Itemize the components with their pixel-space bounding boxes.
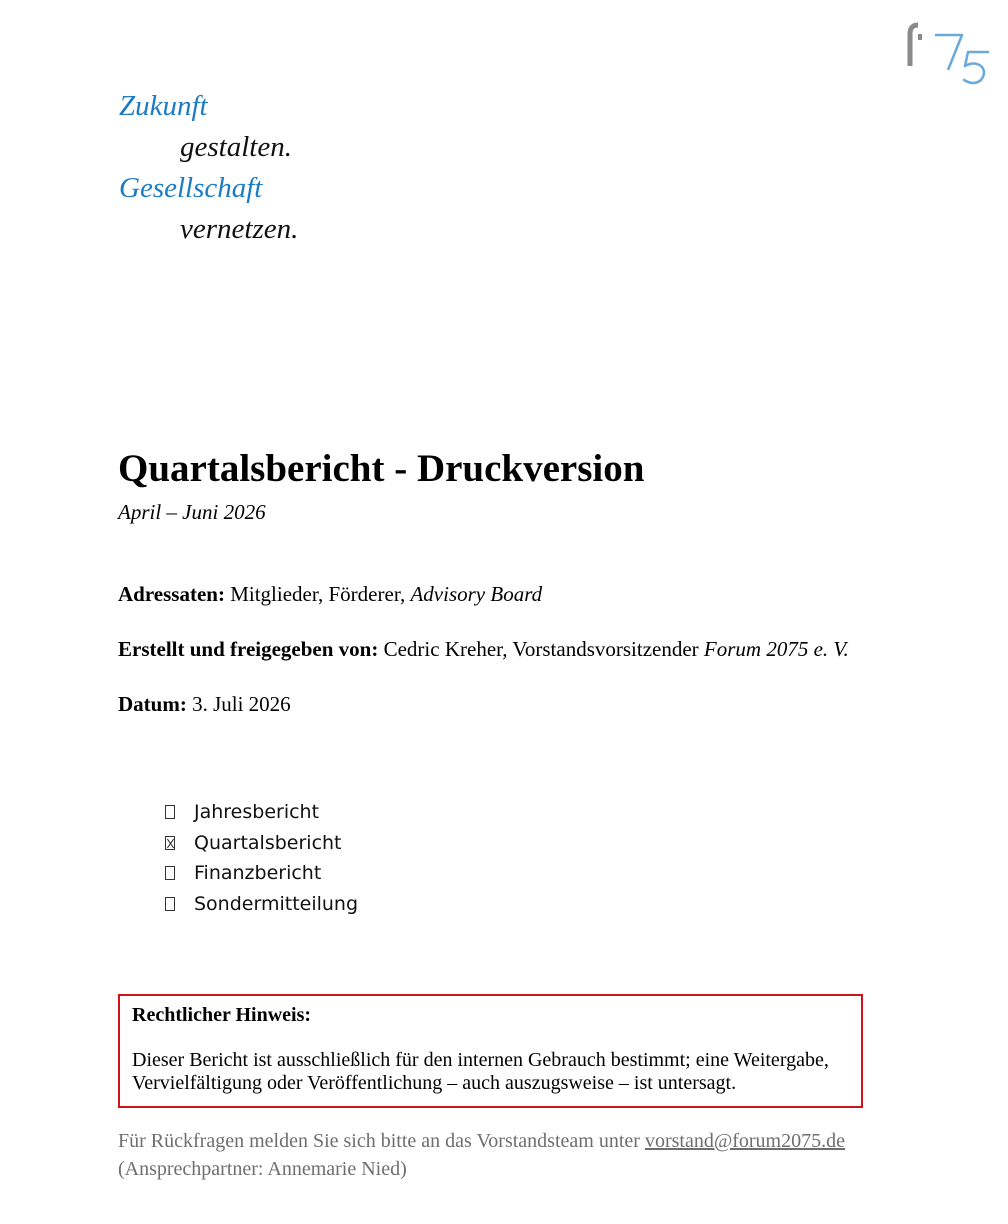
document-title: Quartalsbericht - Druckversion — [118, 447, 645, 490]
author-text: Cedric Kreher, Vorstandsvorsitzender — [383, 637, 699, 661]
author-line — [118, 636, 849, 662]
addressees-line — [118, 581, 542, 607]
report-type-checklist — [164, 797, 358, 919]
tagline-line-2: gestalten. — [180, 131, 292, 163]
footer-text: Für Rückfragen melden Sie sich bitte an das Vorstandsteam unter — [118, 1130, 640, 1152]
report-type-label: Quartalsbericht — [194, 831, 342, 854]
addressees-italic: Advisory Board — [410, 582, 543, 606]
report-type-item — [164, 858, 358, 889]
checkbox-checked[interactable] — [165, 836, 175, 850]
tagline — [119, 86, 298, 250]
logo-mark-icon — [904, 22, 992, 88]
report-type-label: Finanzbericht — [194, 862, 322, 885]
date-label: Datum: — [118, 692, 187, 716]
tagline-line-4: vernetzen. — [180, 213, 299, 245]
author-label: Erstellt und freigegeben von: — [118, 637, 379, 661]
checkbox[interactable] — [165, 805, 175, 819]
addressees-text: Mitglieder, Förderer, — [230, 582, 406, 606]
author-organisation: Forum 2075 e. V. — [703, 637, 849, 661]
addressees-label: Adressaten: — [118, 582, 225, 606]
forum-75-logo — [904, 22, 992, 88]
tagline-line-3: Gesellschaft — [119, 172, 263, 204]
checkbox[interactable] — [165, 866, 175, 880]
footer-email-link[interactable]: vorstand@forum2075.de — [644, 1130, 845, 1152]
checkbox[interactable] — [165, 897, 175, 911]
tagline-line-1: Zukunft — [119, 90, 208, 122]
report-type-item — [164, 828, 358, 859]
footer-contact: (Ansprechpartner: Annemarie Nied) — [118, 1158, 407, 1180]
legal-notice-title: Rechtlicher Hinweis: — [132, 1004, 312, 1026]
report-type-label: Jahresbericht — [194, 801, 320, 824]
report-type-item — [164, 889, 358, 920]
report-type-label: Sondermitteilung — [194, 892, 359, 915]
contact-footer — [118, 1127, 878, 1183]
date-value: 3. Juli 2026 — [192, 692, 291, 716]
legal-notice-text: Dieser Bericht ist ausschließlich für den internen Gebrauch bestimmt; eine Weitergabe, Vervielfältigung oder Veröffentlichung – auch auszugsweise – ist untersagt. — [132, 1049, 829, 1094]
legal-notice-box — [118, 994, 863, 1108]
report-type-item — [164, 797, 358, 828]
document-period: April – Juni 2026 — [118, 500, 266, 524]
date-line — [118, 691, 291, 717]
